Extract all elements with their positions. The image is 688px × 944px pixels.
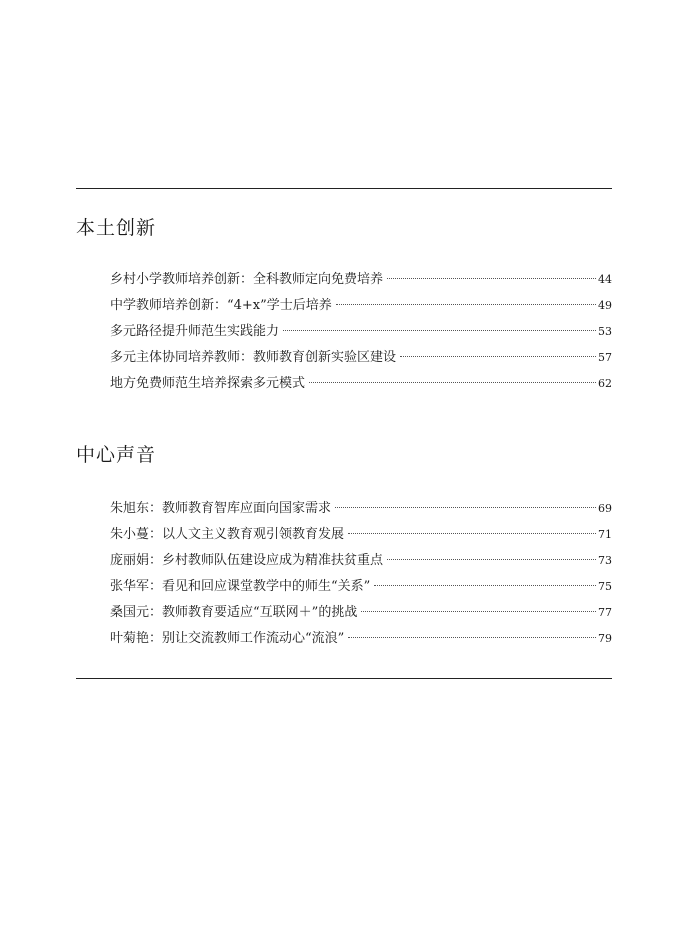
top-rule <box>76 188 612 189</box>
entry-author: 桑国元 <box>110 605 150 620</box>
entry-author: 朱旭东 <box>110 501 150 516</box>
toc-entry[interactable] <box>76 574 612 600</box>
author-separator: ： <box>149 631 163 646</box>
toc-list <box>76 267 612 397</box>
bottom-rule <box>76 678 612 679</box>
entry-page-number: 62 <box>598 377 612 390</box>
toc-entry[interactable] <box>76 626 612 652</box>
section-local-innovation <box>76 214 612 397</box>
dot-leader <box>283 330 596 331</box>
dot-leader <box>361 611 596 612</box>
entry-page-number: 71 <box>598 528 612 541</box>
entry-page-number: 44 <box>598 273 612 286</box>
toc-entry[interactable] <box>76 293 612 319</box>
entry-author: 朱小蔓 <box>110 527 150 542</box>
dot-leader <box>387 559 596 560</box>
entry-title: 看见和回应课堂教学中的师生“关系” <box>162 579 371 594</box>
toc-list <box>76 496 612 652</box>
entry-title: 教师教育要适应“互联网＋”的挑战 <box>162 605 358 620</box>
entry-page-number: 53 <box>598 325 612 338</box>
toc-entry[interactable] <box>76 319 612 345</box>
entry-title: 教师教育智库应面向国家需求 <box>162 501 332 516</box>
author-separator: ： <box>149 579 163 594</box>
toc-entry[interactable] <box>76 496 612 522</box>
entry-title: 地方免费师范生培养探索多元模式 <box>110 376 306 391</box>
dot-leader <box>374 585 596 586</box>
entry-title: 多元主体协同培养教师：教师教育创新实验区建设 <box>110 350 397 365</box>
dot-leader <box>309 382 596 383</box>
entry-author: 叶菊艳 <box>110 631 150 646</box>
section-heading: 中心声音 <box>76 444 157 466</box>
author-separator: ： <box>149 605 163 620</box>
entry-page-number: 73 <box>598 554 612 567</box>
entry-page-number: 57 <box>598 351 612 364</box>
toc-entry[interactable] <box>76 548 612 574</box>
entry-author: 庞丽娟 <box>110 553 150 568</box>
dot-leader <box>387 278 596 279</box>
toc-entry[interactable] <box>76 267 612 293</box>
toc-entry[interactable] <box>76 522 612 548</box>
dot-leader <box>348 637 596 638</box>
entry-title: 中学教师培养创新：“4+x”学士后培养 <box>110 298 332 313</box>
dot-leader <box>336 304 596 305</box>
toc-entry[interactable] <box>76 371 612 397</box>
author-separator: ： <box>149 553 163 568</box>
section-heading: 本土创新 <box>76 217 157 239</box>
entry-title: 乡村小学教师培养创新：全科教师定向免费培养 <box>110 272 384 287</box>
entry-page-number: 77 <box>598 606 612 619</box>
entry-page-number: 75 <box>598 580 612 593</box>
toc-entry[interactable] <box>76 600 612 626</box>
entry-page-number: 79 <box>598 632 612 645</box>
entry-author: 张华军 <box>110 579 150 594</box>
entry-page-number: 69 <box>598 502 612 515</box>
entry-title: 以人文主义教育观引领教育发展 <box>162 527 345 542</box>
entry-title: 别让交流教师工作流动心“流浪” <box>162 631 345 646</box>
dot-leader <box>335 507 596 508</box>
entry-page-number: 49 <box>598 299 612 312</box>
entry-title: 多元路径提升师范生实践能力 <box>110 324 280 339</box>
entry-title: 乡村教师队伍建设应成为精准扶贫重点 <box>162 553 384 568</box>
author-separator: ： <box>149 527 163 542</box>
toc-entry[interactable] <box>76 345 612 371</box>
section-center-voices <box>76 441 612 652</box>
dot-leader <box>400 356 596 357</box>
dot-leader <box>348 533 596 534</box>
author-separator: ： <box>149 501 163 516</box>
